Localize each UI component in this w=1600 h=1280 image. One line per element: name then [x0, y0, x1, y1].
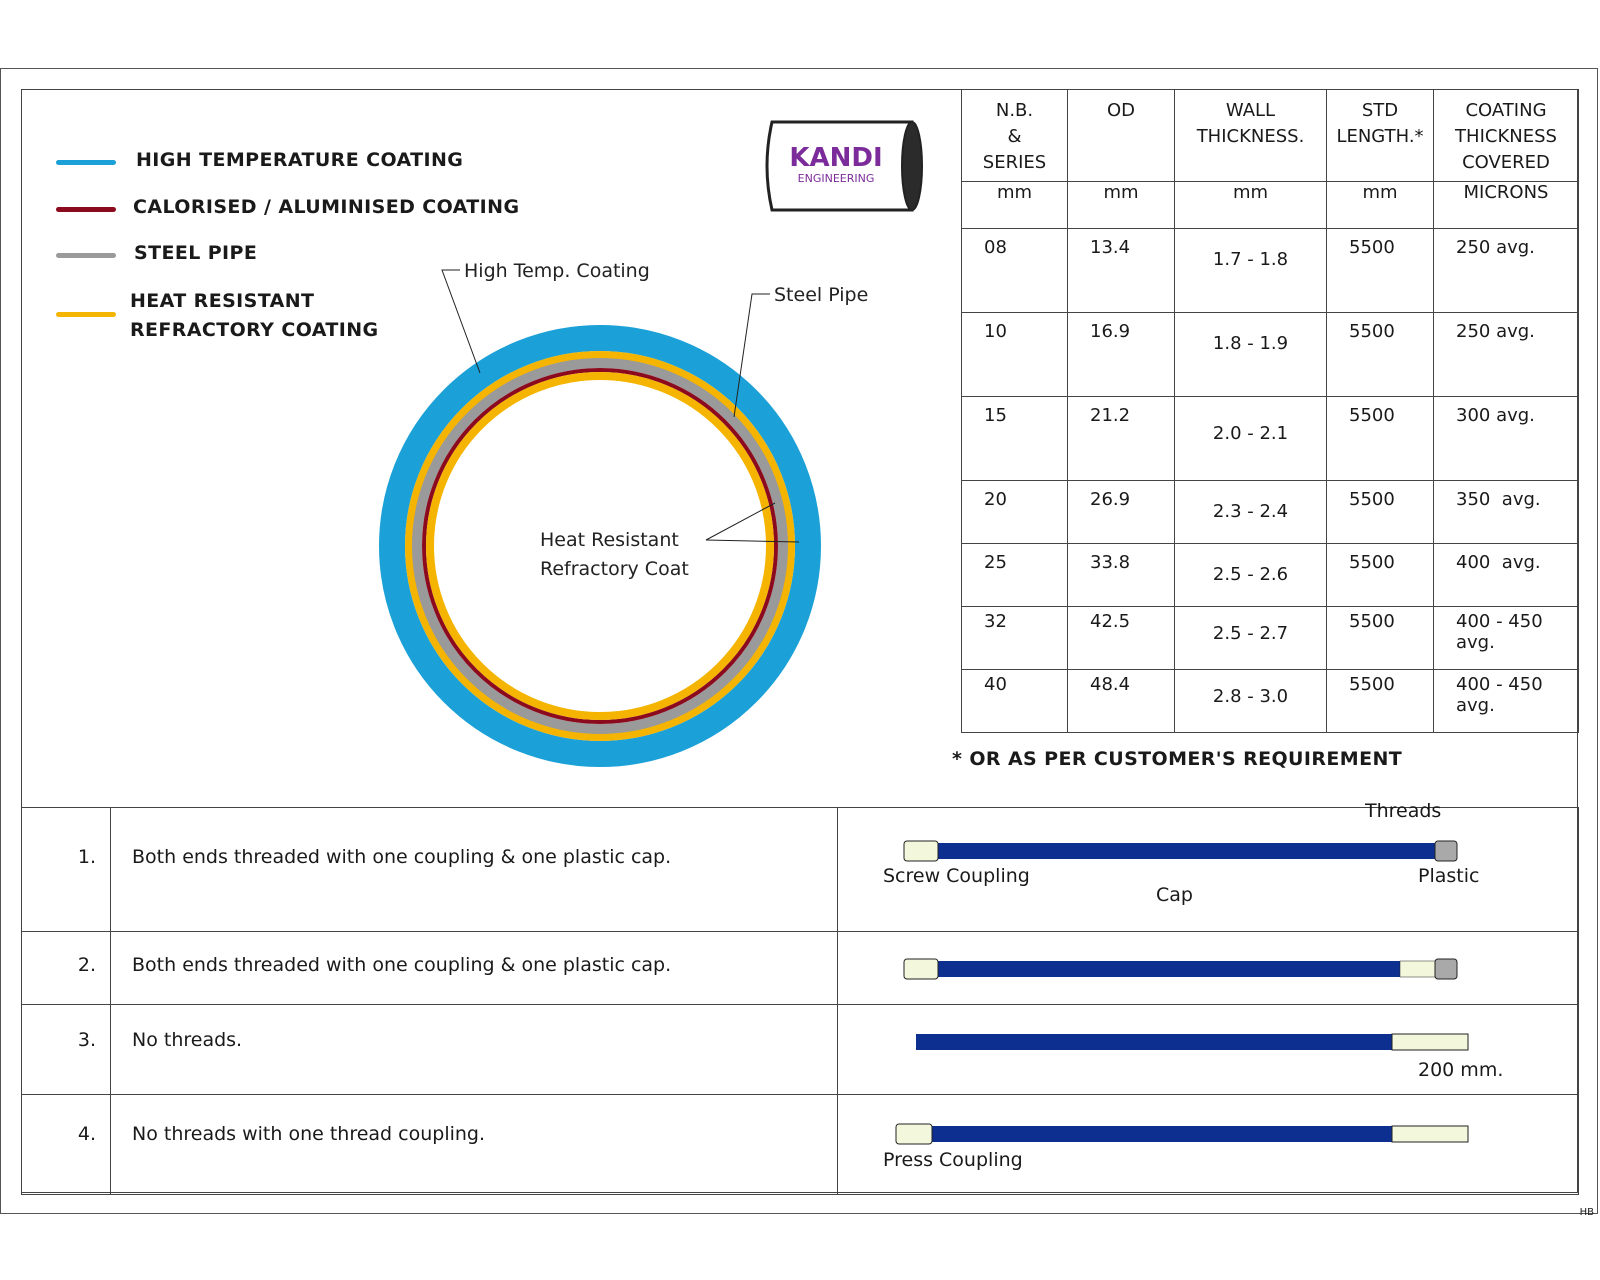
legend-label-steel: STEEL PIPE — [134, 242, 258, 264]
table-row — [962, 607, 1579, 670]
table-row — [22, 808, 1579, 932]
legend-swatch-heat-resistant — [56, 312, 116, 317]
table-row — [22, 1095, 1579, 1195]
legend-label-calorised: CALORISED / ALUMINISED COATING — [133, 196, 520, 218]
cell-coating: 300 avg. — [1434, 397, 1579, 481]
cell-coating: 250 avg. — [1434, 229, 1579, 313]
cell-od: 42.5 — [1068, 607, 1175, 670]
header-od: OD — [1068, 90, 1175, 182]
table-row — [22, 932, 1579, 1005]
cell-coating: 400 avg. — [1434, 544, 1579, 607]
cell-coating: 400 - 450 avg. — [1434, 670, 1579, 733]
label-threads: Threads — [1365, 800, 1442, 822]
specs-unit-row — [962, 182, 1579, 229]
thread-section — [1400, 961, 1440, 977]
pipe-diagram-4 — [838, 1095, 1579, 1195]
footer-mark: HB — [1579, 1207, 1594, 1218]
cell-nb: 20 — [962, 481, 1068, 544]
option-number: 4. — [22, 1095, 111, 1195]
customer-note: * OR AS PER CUSTOMER'S REQUIREMENT — [952, 748, 1403, 770]
legend-swatch-high-temp — [56, 160, 116, 165]
cell-od: 16.9 — [1068, 313, 1175, 397]
table-row — [962, 397, 1579, 481]
logo-brand: KANDI — [789, 143, 883, 173]
table-row — [962, 313, 1579, 397]
unit-length: mm — [1327, 182, 1434, 229]
unit-coating: MICRONS — [1434, 182, 1579, 229]
cell-wall: 2.8 - 3.0 — [1175, 670, 1327, 733]
cell-od: 48.4 — [1068, 670, 1175, 733]
cell-coating: 350 avg. — [1434, 481, 1579, 544]
table-row — [962, 481, 1579, 544]
logo — [760, 118, 935, 218]
table-row — [962, 544, 1579, 607]
legend-label-heat-resistant-2: REFRACTORY COATING — [130, 319, 379, 341]
cell-wall: 1.7 - 1.8 — [1175, 229, 1327, 313]
table-row — [22, 1005, 1579, 1095]
specs-table — [961, 89, 1579, 733]
option-diagram — [838, 1005, 1579, 1095]
header-coating: COATING THICKNESS COVERED — [1434, 90, 1579, 182]
cell-length: 5500 — [1327, 229, 1434, 313]
pipe-cross-section — [360, 250, 869, 770]
plastic-cap — [1435, 841, 1457, 861]
cell-length: 5500 — [1327, 544, 1434, 607]
pipe-body — [896, 1126, 1392, 1142]
option-description: Both ends threaded with one coupling & one plastic cap. — [111, 808, 838, 932]
cell-nb: 15 — [962, 397, 1068, 481]
option-number: 1. — [22, 808, 111, 932]
cell-coating: 250 avg. — [1434, 313, 1579, 397]
callout-line-high-temp — [442, 270, 480, 373]
cell-wall: 2.0 - 2.1 — [1175, 397, 1327, 481]
cell-wall: 1.8 - 1.9 — [1175, 313, 1327, 397]
option-description: Both ends threaded with one coupling & one plastic cap. — [111, 932, 838, 1005]
cell-nb: 32 — [962, 607, 1068, 670]
label-plastic: Plastic — [1418, 865, 1480, 887]
option-description: No threads with one thread coupling. — [111, 1095, 838, 1195]
unit-wall: mm — [1175, 182, 1327, 229]
callout-heat-1: Heat Resistant — [540, 529, 679, 551]
screw-coupling — [904, 841, 938, 861]
cell-length: 5500 — [1327, 313, 1434, 397]
cell-length: 5500 — [1327, 607, 1434, 670]
callout-high-temp: High Temp. Coating — [464, 260, 650, 282]
cell-nb: 10 — [962, 313, 1068, 397]
pipe-diagram-2 — [838, 932, 1579, 1005]
specs-header-row — [962, 90, 1579, 182]
plastic-cap — [1435, 959, 1457, 979]
cell-wall: 2.5 - 2.7 — [1175, 607, 1327, 670]
label-cap: Cap — [1156, 884, 1193, 906]
legend-label-heat-resistant-1: HEAT RESISTANT — [130, 290, 315, 312]
option-diagram — [838, 932, 1579, 1005]
table-row — [962, 229, 1579, 313]
cell-od: 33.8 — [1068, 544, 1175, 607]
cell-od: 26.9 — [1068, 481, 1175, 544]
logo-pipe-end — [902, 122, 922, 210]
cell-nb: 40 — [962, 670, 1068, 733]
callout-heat-2: Refractory Coat — [540, 558, 689, 580]
label-dimension: 200 mm. — [1418, 1059, 1504, 1081]
unthreaded-end — [1392, 1126, 1468, 1142]
cell-wall: 2.5 - 2.6 — [1175, 544, 1327, 607]
options-table — [21, 800, 1579, 1195]
pipe-body — [904, 843, 1456, 859]
option-number: 3. — [22, 1005, 111, 1095]
label-screw-coupling: Screw Coupling — [883, 865, 1030, 887]
legend-swatch-steel — [56, 253, 116, 258]
pipe-body — [916, 1034, 1392, 1050]
cell-coating: 400 - 450 avg. — [1434, 607, 1579, 670]
option-description: No threads. — [111, 1005, 838, 1095]
option-number: 2. — [22, 932, 111, 1005]
pipe-body — [904, 961, 1456, 977]
header-length: STD LENGTH.* — [1327, 90, 1434, 182]
unit-nb: mm — [962, 182, 1068, 229]
header-nb: N.B. & SERIES — [962, 90, 1068, 182]
cell-nb: 25 — [962, 544, 1068, 607]
pipe-diagram-3 — [838, 1005, 1579, 1095]
table-row — [962, 670, 1579, 733]
option-diagram — [838, 1095, 1579, 1195]
unthreaded-end — [1392, 1034, 1468, 1050]
cell-nb: 08 — [962, 229, 1068, 313]
cell-od: 13.4 — [1068, 229, 1175, 313]
screw-coupling — [904, 959, 938, 979]
legend-label-high-temp: HIGH TEMPERATURE COATING — [136, 149, 464, 171]
cell-wall: 2.3 - 2.4 — [1175, 481, 1327, 544]
cell-length: 5500 — [1327, 397, 1434, 481]
press-coupling — [896, 1124, 932, 1144]
option-diagram — [838, 800, 1579, 932]
label-press-coupling: Press Coupling — [883, 1149, 1023, 1171]
cell-od: 21.2 — [1068, 397, 1175, 481]
unit-od: mm — [1068, 182, 1175, 229]
logo-sub: ENGINEERING — [797, 172, 875, 185]
callout-steel: Steel Pipe — [774, 284, 869, 306]
cell-length: 5500 — [1327, 670, 1434, 733]
header-wall: WALL THICKNESS. — [1175, 90, 1327, 182]
legend-swatch-calorised — [56, 207, 116, 212]
cell-length: 5500 — [1327, 481, 1434, 544]
